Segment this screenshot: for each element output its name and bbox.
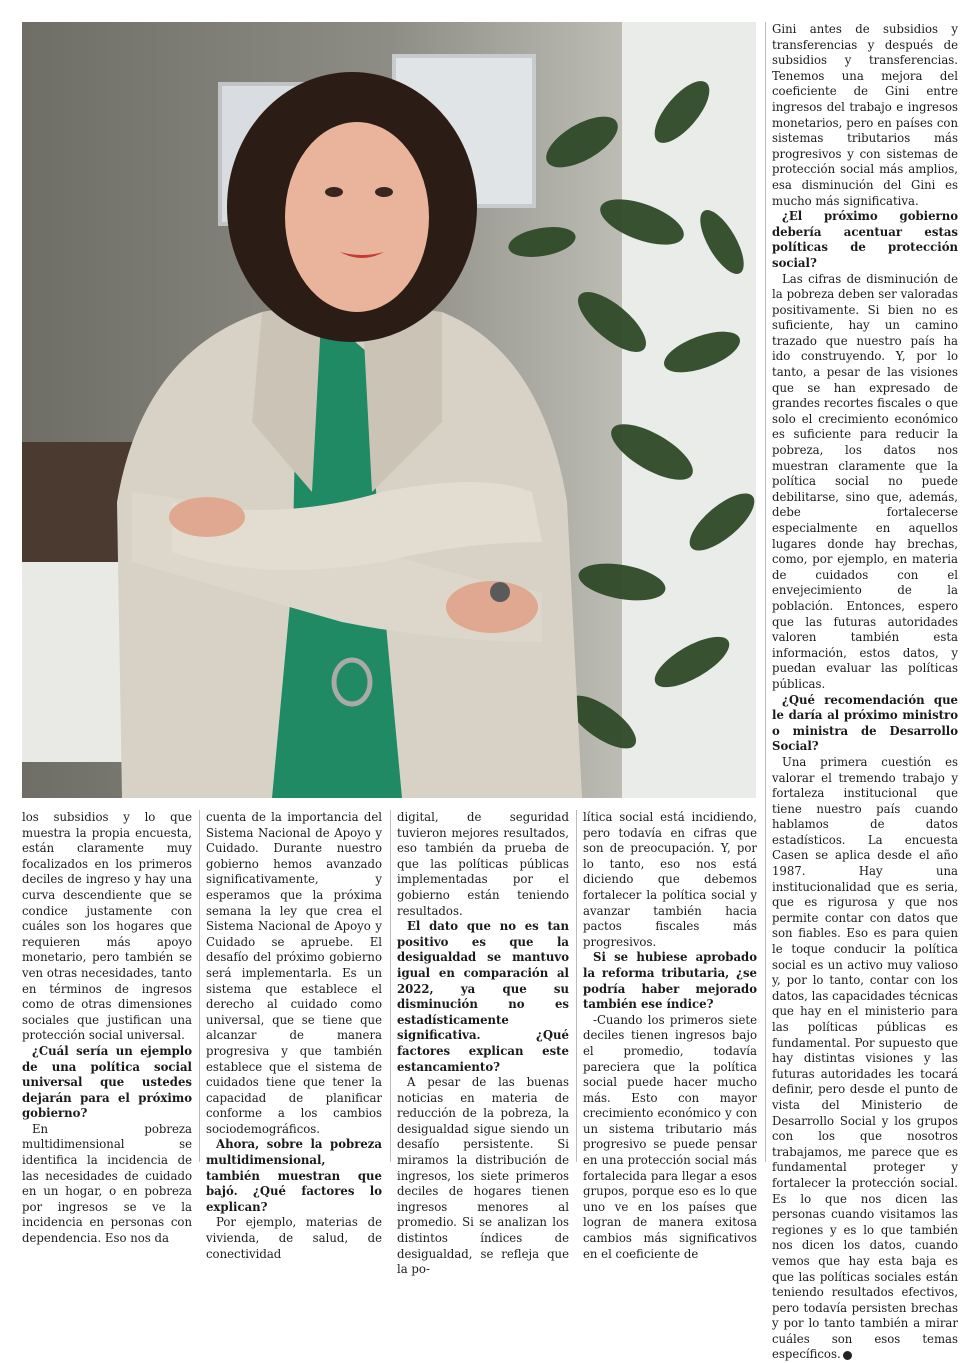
question-heading: Ahora, sobre la pobreza multidimensional, también muestran que bajó. ¿Qué factores lo explican? <box>206 1137 382 1214</box>
text-column-3 <box>397 810 569 1278</box>
column-divider <box>576 810 577 1162</box>
paragraph <box>772 755 958 1363</box>
column-divider <box>765 22 766 1162</box>
question-heading: ¿Qué recomendación que le daría al próximo ministro o ministra de Desarrollo Social? <box>772 692 958 754</box>
paragraph: los subsidios y lo que muestra la propia encuesta, están claramente muy focalizados en los primeros deciles de ingreso y hay una curva descendiente que se condice justamente con cuáles son los hogares que requieren más apoyo monetario, pero también se ven otras necesidades, tanto en términos de ingresos como de otras dimensiones sociales que justifican una protección social universal. <box>22 810 192 1043</box>
column-divider <box>199 810 200 1162</box>
text-column-1 <box>22 810 192 1247</box>
paragraph-text: Una primera cuestión es valorar el tremendo trabajo y fortaleza institucional que tiene nuestro país cuando hablamos de datos estadísticos. La encuesta Casen se aplica desde el año 1987. Hay una institucionalidad que es seria, que es rigurosa y que nos permite contar con datos que son fiables. Eso es para quien le toque conducir la política social es un activo muy valioso y, por lo tanto, contar con los datos, las capacidades técnicas que hay en el ministerio para las políticas públicas es fundamental. Por supuesto que hay distintas visiones y las futuras autoridades les tocará definir, pero desde el punto de vista del Ministerio de Desarrollo Social y los grupos con los que nosotros trabajamos, me parece que es fundamental proteger y fortalecer la protección social. Es lo que nos dicen las personas cuando visitamos las regiones y es lo que también nos dicen los datos, cuando vemos que hay esta baja es que las políticas sociales están teniendo resultados efectivos, pero todavía persisten brechas y por lo tanto también a mirar cuáles son esos temas específicos. <box>772 754 958 1362</box>
right-column <box>772 22 958 1363</box>
portrait-photo-icon <box>22 22 756 798</box>
paragraph: lítica social está incidiendo, pero todavía en cifras que son de preocupación. Y, por lo tanto, eso nos está diciendo que debemos fortalecer la política social y avanzar también hacia pactos fiscales más progresivos. <box>583 810 757 949</box>
question-heading: ¿Cuál sería un ejemplo de una política social universal que ustedes dejarán para el próximo gobierno? <box>22 1043 192 1121</box>
paragraph: A pesar de las buenas noticias en materia de reducción de la pobreza, la desigualdad sigue siendo un desafío persistente. Si miramos la distribución de ingresos, los siete primeros deciles de hogares tienen ingresos menores al promedio. Si se analizan los distintos índices de desigualdad, se refleja que la po- <box>397 1075 569 1277</box>
paragraph: Por ejemplo, materias de vivienda, de salud, de conectividad <box>206 1215 382 1261</box>
text-column-4 <box>583 810 757 1262</box>
paragraph: digital, de seguridad tuvieron mejores resultados, eso también da prueba de que las políticas públicas implementadas por el gobierno están teniendo resultados. <box>397 810 569 918</box>
question-heading: El dato que no es tan positivo es que la desigualdad se mantuvo igual en comparación al 2022, ya que su disminución no es estadísticamente significativa. ¿Qué factores explican este estancamiento? <box>397 919 569 1074</box>
question-heading: Si se hubiese aprobado la reforma tributaria, ¿se podría haber mejorado también ese índice? <box>583 950 757 1012</box>
end-of-article-icon <box>843 1351 852 1360</box>
question-heading: ¿El próximo gobierno debería acentuar estas políticas de protección social? <box>772 209 958 270</box>
paragraph: En pobreza multidimensional se identifica la incidencia de las necesidades de cuidado en un hogar, o en pobreza por ingresos se ve la incidencia en personas con dependencia. Eso nos da <box>22 1121 192 1246</box>
text-column-2 <box>206 810 382 1262</box>
paragraph: -Cuando los primeros siete deciles tienen ingresos bajo el promedio, todavía pareciera que la política social puede hacer mucho más. Esto con mayor crecimiento económico y con un sistema tributario más progresivo se puede pensar en una protección social más fortalecida para llegar a esos grupos, porque eso es lo que uno ve en los países que logran de manera exitosa cambios más significativos en el coeficiente de <box>583 1012 757 1261</box>
column-divider <box>390 810 391 1162</box>
paragraph: Las cifras de disminución de la pobreza deben ser valoradas positivamente. Si bien no es suficiente, hay un camino trazado que nuestro país ha ido construyendo. Y, por lo tanto, a pesar de las visiones que se han expresado de grandes recortes fiscales o que solo el crecimiento económico es suficiente para reducir la pobreza, los datos nos muestran claramente que la política social no puede debilitarse, sino que, además, debe fortalecerse especialmente en aquellos lugares donde hay brechas, como, por ejemplo, en materia de cuidados con el envejecimiento de la población. Entonces, espero que las futuras autoridades valoren también esta información, estos datos, y puedan evaluar las políticas públicas. <box>772 271 958 691</box>
portrait-photo <box>22 22 756 798</box>
paragraph: Gini antes de subsidios y transferencias y después de subsidios y transferencias. Tenemos una mejora del coeficiente de Gini entre ingresos del trabajo e ingresos monetarios, pero en países con sistemas tributarios más progresivos y con sistemas de protección social más amplios, esa disminución del Gini es mucho más significativa. <box>772 22 958 208</box>
paragraph: cuenta de la importancia del Sistema Nacional de Apoyo y Cuidado. Durante nuestro gobierno hemos avanzado significativamente, y esperamos que la próxima semana la ley que crea el Sistema Nacional de Apoyo y Cuidado se apruebe. El desafío del próximo gobierno será implementarla. Es un sistema que establece el derecho al cuidado como universal, que se tiene que alcanzar de manera progresiva y que también establece que el sistema de cuidados tiene que tener la capacidad de planificar conforme a los cambios sociodemográficos. <box>206 810 382 1136</box>
